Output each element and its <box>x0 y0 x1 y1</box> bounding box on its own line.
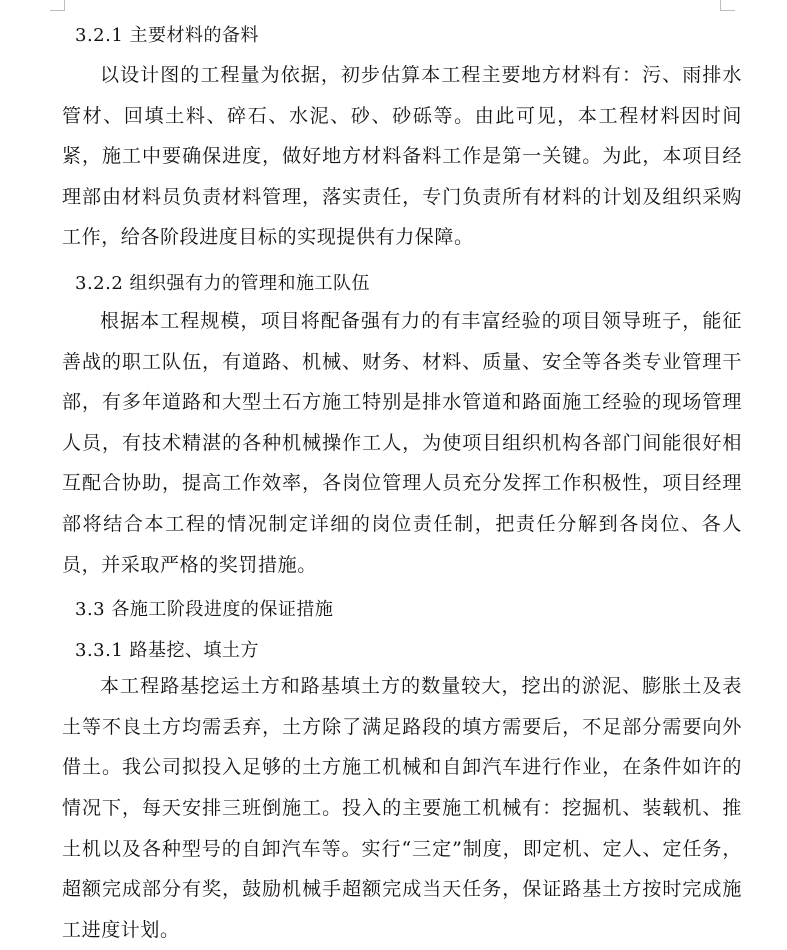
section-paragraph-3-3-1: 本工程路基挖运土方和路基填土方的数量较大，挖出的淤泥、膨胀土及表土等不良土方均需丢弃，土方除了满足路段的填方需要后，不足部分需要向外借土。我公司拟投入足够的土方施工机械和自卸汽车进行作业，在条件如许的情况下，每天安排三班倒施工。投入的主要施工机械有：挖掘机、装载机、推土机以及各种型号的自卸汽车等。实行“三定”制度，即定机、定人、定任务，超额完成部分有奖，鼓励机械手超额完成当天任务，保证路基土方按时完成施工进度计划。 <box>62 675 742 941</box>
section-paragraph-3-2-2: 根据本工程规模，项目将配备强有力的有丰富经验的项目领导班子，能征善战的职工队伍，有道路、机械、财务、材料、质量、安全等各类专业管理干部，有多年道路和大型土石方施工特别是排水管道和路面施工经验的现场管理人员，有技术精湛的各种机械操作工人，为使项目组织机构各部门间能很好相互配合协助，提高工作效率，各岗位管理人员充分发挥工作积极性，项目经理部将结合本工程的情况制定详细的岗位责任制，把责任分解到各岗位、各人员，并采取严格的奖罚措施。 <box>62 309 742 576</box>
section-heading-3-2-1: 3.2.1 主要材料的备料 <box>75 25 260 46</box>
page-corner-mark-right <box>720 0 735 11</box>
section-paragraph-3-2-1: 以设计图的工程量为依据，初步估算本工程主要地方材料有：污、雨排水管材、回填土料、碎石、水泥、砂、砂砾等。由此可见，本工程材料因时间紧，施工中要确保进度，做好地方材料备料工作是第一关键。为此，本项目经理部由材料员负责材料管理，落实责任，专门负责所有材料的计划及组织采购工作，给各阶段进度目标的实现提供有力保障。 <box>62 64 742 249</box>
document-body[interactable] <box>62 18 742 950</box>
section-heading-3-3: 3.3 各施工阶段进度的保证措施 <box>75 599 334 621</box>
section-heading-3-2-2: 3.2.2 组织强有力的管理和施工队伍 <box>75 272 371 294</box>
section-heading-3-3-1: 3.3.1 路基挖、填土方 <box>75 640 260 662</box>
page-corner-mark-left <box>50 0 65 11</box>
